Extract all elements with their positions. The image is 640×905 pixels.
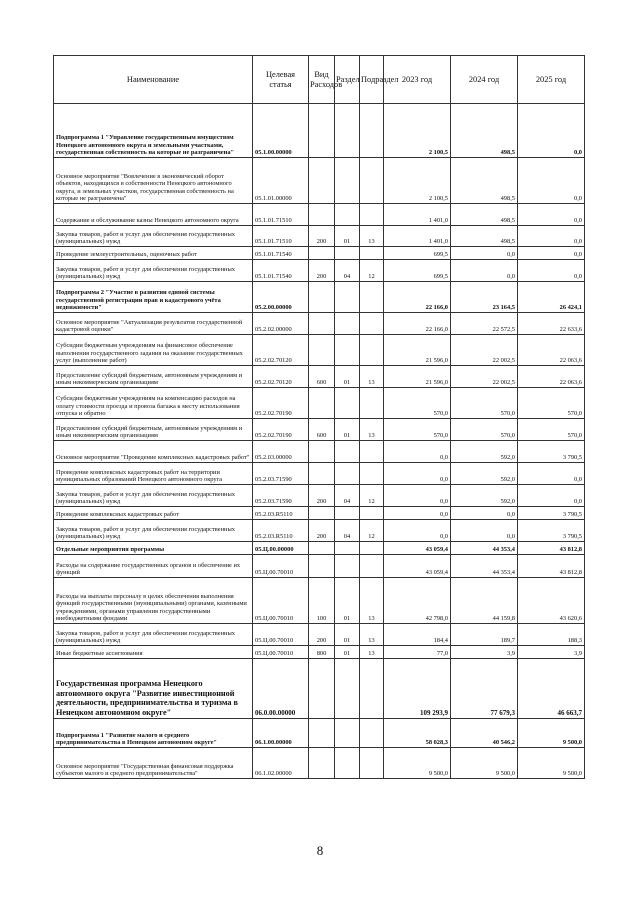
cell-subsection: [360, 335, 384, 366]
cell-2023: 699,5: [384, 247, 451, 260]
cell-2024: 0,0: [451, 247, 518, 260]
cell-2023: 0,0: [384, 441, 451, 463]
header-2025: 2025 год: [518, 56, 585, 104]
page-number: 8: [316, 843, 324, 858]
cell-2024: 44 159,8: [451, 578, 518, 624]
cell-subsection: [360, 104, 384, 158]
cell-name: Основное мероприятие "Актуализация результатов государственной кадастровой оценки": [54, 313, 253, 335]
cell-2023: 42 798,0: [384, 578, 451, 624]
header-subsection: Подраздел: [360, 56, 384, 104]
cell-expense-type: [309, 204, 335, 226]
cell-2024: 498,5: [451, 158, 518, 204]
cell-2023: 43 059,4: [384, 542, 451, 555]
cell-section: 01: [335, 624, 360, 646]
cell-expense-type: [309, 282, 335, 313]
cell-section: [335, 542, 360, 555]
cell-section: 01: [335, 226, 360, 247]
cell-name: Основное мероприятие "Вовлечение в экономический оборот объектов, находящихся в собственности Ненецкого автономного округа, и земельных участков, государственная собственность на которые не разграничена": [54, 158, 253, 204]
cell-2025: 22 633,6: [518, 313, 585, 335]
cell-2024: 498,5: [451, 204, 518, 226]
budget-table: [53, 55, 585, 779]
cell-subsection: [360, 748, 384, 779]
cell-subsection: 13: [360, 578, 384, 624]
cell-name: Основное мероприятие "Проведение комплексных кадастровых работ": [54, 441, 253, 463]
cell-expense-type: [309, 313, 335, 335]
cell-2023: 699,5: [384, 260, 451, 282]
cell-2023: 58 028,3: [384, 719, 451, 748]
header-target-article: Целевая статья: [253, 56, 309, 104]
table-row: [54, 260, 585, 282]
cell-subsection: 13: [360, 624, 384, 646]
cell-2025: 0,0: [518, 247, 585, 260]
cell-section: 04: [335, 485, 360, 507]
cell-2025: 0,0: [518, 104, 585, 158]
cell-2024: 0,0: [451, 507, 518, 520]
cell-expense-type: [309, 719, 335, 748]
cell-target-article: 05.Ц.00.00000: [253, 542, 309, 555]
cell-2023: 0,0: [384, 507, 451, 520]
cell-2023: 21 596,0: [384, 366, 451, 388]
table-row: [54, 226, 585, 247]
cell-target-article: 05.2.03.71590: [253, 485, 309, 507]
cell-name: Предоставление субсидий бюджетным, автономным учреждениям и иным некоммерческим организациям: [54, 366, 253, 388]
cell-expense-type: 600: [309, 366, 335, 388]
table-row: [54, 158, 585, 204]
cell-2024: 22 572,5: [451, 313, 518, 335]
header-row: [54, 56, 585, 104]
cell-target-article: 05.Ц.00.70010: [253, 578, 309, 624]
cell-2023: 21 596,0: [384, 335, 451, 366]
cell-expense-type: 100: [309, 578, 335, 624]
table-row: [54, 578, 585, 624]
table-row: [54, 659, 585, 719]
cell-name: Подпрограмма 1 "Развитие малого и среднего предпринимательства в Ненецком автономном округе": [54, 719, 253, 748]
cell-expense-type: [309, 542, 335, 555]
cell-target-article: 05.1.01.71540: [253, 260, 309, 282]
cell-name: Закупка товаров, работ и услуг для обеспечения государственных (муниципальных) нужд: [54, 520, 253, 542]
cell-2023: 1 401,0: [384, 226, 451, 247]
cell-section: [335, 659, 360, 719]
table-row: [54, 247, 585, 260]
cell-name: Отдельные мероприятия программы: [54, 542, 253, 555]
table-row: [54, 555, 585, 578]
table-row: [54, 335, 585, 366]
cell-subsection: [360, 158, 384, 204]
cell-expense-type: [309, 335, 335, 366]
cell-subsection: 12: [360, 485, 384, 507]
cell-subsection: [360, 659, 384, 719]
cell-name: Проведение комплексных кадастровых работ на территории муниципальных образований Ненецкого автономного округа: [54, 463, 253, 485]
cell-subsection: 13: [360, 646, 384, 659]
table-row: [54, 624, 585, 646]
cell-target-article: 05.2.03.R5110: [253, 507, 309, 520]
cell-2025: 0,0: [518, 485, 585, 507]
table-row: [54, 441, 585, 463]
table-row: [54, 204, 585, 226]
cell-name: Закупка товаров, работ и услуг для обеспечения государственных (муниципальных) нужд: [54, 485, 253, 507]
cell-target-article: 06.1.02.00000: [253, 748, 309, 779]
cell-target-article: 05.1.01.71510: [253, 204, 309, 226]
cell-subsection: [360, 542, 384, 555]
cell-name: Проведение комплексных кадастровых работ: [54, 507, 253, 520]
cell-2023: 1 401,0: [384, 204, 451, 226]
cell-2024: 0,0: [451, 260, 518, 282]
cell-name: Предоставление субсидий бюджетным, автономным учреждениям и иным некоммерческим организациям: [54, 419, 253, 441]
cell-2023: 0,0: [384, 520, 451, 542]
cell-expense-type: [309, 441, 335, 463]
table-row: [54, 388, 585, 419]
cell-target-article: 05.1.00.00000: [253, 104, 309, 158]
cell-section: [335, 313, 360, 335]
cell-subsection: [360, 555, 384, 578]
cell-2025: 0,0: [518, 260, 585, 282]
cell-target-article: 05.1.01.71510: [253, 226, 309, 247]
table-row: [54, 419, 585, 441]
cell-target-article: 05.Ц.00.70010: [253, 646, 309, 659]
cell-2024: 40 546,2: [451, 719, 518, 748]
cell-2023: 2 100,5: [384, 158, 451, 204]
table-row: [54, 485, 585, 507]
cell-2025: 0,0: [518, 463, 585, 485]
cell-2025: 3 790,5: [518, 507, 585, 520]
cell-section: [335, 507, 360, 520]
cell-expense-type: [309, 507, 335, 520]
cell-target-article: 05.2.02.00000: [253, 313, 309, 335]
cell-subsection: 13: [360, 366, 384, 388]
cell-2023: 22 166,0: [384, 282, 451, 313]
cell-expense-type: [309, 388, 335, 419]
cell-name: Расходы на выплаты персоналу в целях обеспечения выполнения функций государственными (муниципальными) органами, казенными учреждениями, органами управления государственными внебюджетными фондами: [54, 578, 253, 624]
cell-target-article: 05.2.03.00000: [253, 441, 309, 463]
cell-target-article: 05.Ц.00.70010: [253, 555, 309, 578]
cell-2025: 46 663,7: [518, 659, 585, 719]
cell-expense-type: 200: [309, 226, 335, 247]
table-row: [54, 507, 585, 520]
cell-2025: 3 790,5: [518, 441, 585, 463]
cell-2024: 592,0: [451, 441, 518, 463]
cell-expense-type: [309, 158, 335, 204]
cell-expense-type: [309, 104, 335, 158]
cell-target-article: 05.Ц.00.70010: [253, 624, 309, 646]
cell-target-article: 05.2.03.R5110: [253, 520, 309, 542]
cell-2025: 26 424,1: [518, 282, 585, 313]
cell-subsection: [360, 313, 384, 335]
cell-expense-type: 200: [309, 485, 335, 507]
cell-2024: 189,7: [451, 624, 518, 646]
cell-section: 04: [335, 260, 360, 282]
cell-target-article: 05.2.02.70190: [253, 388, 309, 419]
cell-name: Закупка товаров, работ и услуг для обеспечения государственных (муниципальных) нужд: [54, 624, 253, 646]
cell-2024: 3,9: [451, 646, 518, 659]
cell-subsection: 13: [360, 226, 384, 247]
cell-2025: 0,0: [518, 204, 585, 226]
cell-2025: 570,0: [518, 419, 585, 441]
cell-2023: 77,0: [384, 646, 451, 659]
cell-2023: 109 293,9: [384, 659, 451, 719]
cell-2024: 498,5: [451, 226, 518, 247]
cell-target-article: 06.1.00.00000: [253, 719, 309, 748]
cell-2025: 0,0: [518, 158, 585, 204]
cell-2024: 22 002,5: [451, 335, 518, 366]
cell-section: [335, 247, 360, 260]
cell-section: [335, 555, 360, 578]
cell-name: Государственная программа Ненецкого автономного округа "Развитие инвестиционной деятельности, предпринимательства и туризма в Ненецком автономном округе": [54, 659, 253, 719]
cell-2023: 570,0: [384, 388, 451, 419]
cell-section: [335, 104, 360, 158]
cell-name: Подпрограмма 1 "Управление государственным имуществом Ненецкого автономного округа и земельными участками, государственная собственность на которые не разграничена": [54, 104, 253, 158]
cell-2023: 43 059,4: [384, 555, 451, 578]
header-expense-type: Вид Расходов: [309, 56, 335, 104]
header-section: Раздел: [335, 56, 360, 104]
cell-expense-type: [309, 748, 335, 779]
cell-section: 01: [335, 366, 360, 388]
cell-target-article: 05.2.02.70190: [253, 419, 309, 441]
cell-subsection: [360, 247, 384, 260]
cell-name: Иные бюджетные ассигнования: [54, 646, 253, 659]
header-2024: 2024 год: [451, 56, 518, 104]
cell-2024: 9 500,0: [451, 748, 518, 779]
cell-2024: 592,0: [451, 485, 518, 507]
cell-target-article: 05.2.03.71590: [253, 463, 309, 485]
cell-2024: 592,0: [451, 463, 518, 485]
cell-2023: 184,4: [384, 624, 451, 646]
cell-2024: 22 002,5: [451, 366, 518, 388]
cell-subsection: [360, 441, 384, 463]
cell-expense-type: 600: [309, 419, 335, 441]
cell-2024: 570,0: [451, 419, 518, 441]
header-name: Наименование: [54, 56, 253, 104]
cell-expense-type: [309, 463, 335, 485]
table-row: [54, 104, 585, 158]
table-body: [54, 104, 585, 779]
table-row: [54, 366, 585, 388]
cell-2024: 77 679,3: [451, 659, 518, 719]
table-row: [54, 282, 585, 313]
cell-subsection: 12: [360, 260, 384, 282]
cell-2025: 570,0: [518, 388, 585, 419]
cell-name: Расходы на содержание государственных органов и обеспечение их функций: [54, 555, 253, 578]
cell-2024: 498,5: [451, 104, 518, 158]
cell-2023: 22 166,0: [384, 313, 451, 335]
cell-name: Закупка товаров, работ и услуг для обеспечения государственных (муниципальных) нужд: [54, 260, 253, 282]
table-row: [54, 313, 585, 335]
cell-target-article: 05.1.01.00000: [253, 158, 309, 204]
cell-section: [335, 204, 360, 226]
cell-expense-type: 200: [309, 260, 335, 282]
cell-2025: 43 812,8: [518, 542, 585, 555]
cell-section: [335, 335, 360, 366]
cell-2025: 9 500,0: [518, 719, 585, 748]
cell-expense-type: 200: [309, 624, 335, 646]
cell-2025: 3,9: [518, 646, 585, 659]
cell-subsection: [360, 282, 384, 313]
cell-2025: 0,0: [518, 226, 585, 247]
cell-subsection: [360, 507, 384, 520]
cell-expense-type: [309, 555, 335, 578]
cell-2024: 44 353,4: [451, 555, 518, 578]
cell-2025: 43 620,6: [518, 578, 585, 624]
cell-name: Подпрограмма 2 "Участие в развитии единой системы государственной регистрации прав и кадастрового учёта недвижимости": [54, 282, 253, 313]
cell-name: Субсидии бюджетным учреждениям на компенсацию расходов на оплату стоимости проезда и провоза багажа к месту использования отпуска и обратно: [54, 388, 253, 419]
table-row: [54, 748, 585, 779]
cell-2025: 188,3: [518, 624, 585, 646]
cell-expense-type: [309, 247, 335, 260]
table-row: [54, 520, 585, 542]
cell-target-article: 05.1.01.71540: [253, 247, 309, 260]
cell-2025: 22 063,6: [518, 335, 585, 366]
cell-2024: 0,0: [451, 520, 518, 542]
cell-name: Основное мероприятие "Государственная финансовая поддержка субъектов малого и среднего предпринимательства": [54, 748, 253, 779]
cell-section: 01: [335, 646, 360, 659]
cell-2025: 43 812,8: [518, 555, 585, 578]
cell-section: [335, 748, 360, 779]
cell-section: [335, 388, 360, 419]
cell-2023: 0,0: [384, 463, 451, 485]
cell-2025: 22 063,6: [518, 366, 585, 388]
cell-name: Субсидии бюджетным учреждениям на финансовое обеспечение выполнения государственного задания на оказание государственных услуг (выполнение работ): [54, 335, 253, 366]
table-row: [54, 719, 585, 748]
cell-subsection: [360, 719, 384, 748]
cell-2023: 570,0: [384, 419, 451, 441]
cell-section: 01: [335, 419, 360, 441]
cell-name: Содержание и обслуживание казны Ненецкого автономного округа: [54, 204, 253, 226]
cell-target-article: 05.2.00.00000: [253, 282, 309, 313]
table-row: [54, 542, 585, 555]
cell-section: [335, 441, 360, 463]
cell-section: [335, 463, 360, 485]
cell-section: [335, 282, 360, 313]
cell-2025: 9 500,0: [518, 748, 585, 779]
table-row: [54, 646, 585, 659]
cell-target-article: 05.2.02.70120: [253, 335, 309, 366]
cell-subsection: 12: [360, 520, 384, 542]
header-2023: 2023 год: [384, 56, 451, 104]
cell-subsection: 13: [360, 419, 384, 441]
cell-subsection: [360, 388, 384, 419]
cell-2024: 23 164,5: [451, 282, 518, 313]
cell-2024: 570,0: [451, 388, 518, 419]
cell-name: Закупка товаров, работ и услуг для обеспечения государственных (муниципальных) нужд: [54, 226, 253, 247]
cell-section: 04: [335, 520, 360, 542]
cell-2023: 9 500,0: [384, 748, 451, 779]
cell-expense-type: 200: [309, 520, 335, 542]
cell-2025: 3 790,5: [518, 520, 585, 542]
cell-2024: 44 353,4: [451, 542, 518, 555]
cell-subsection: [360, 204, 384, 226]
cell-section: 01: [335, 578, 360, 624]
cell-name: Проведение землеустроительных, оценочных работ: [54, 247, 253, 260]
cell-section: [335, 719, 360, 748]
cell-subsection: [360, 463, 384, 485]
cell-expense-type: 800: [309, 646, 335, 659]
cell-2023: 2 100,5: [384, 104, 451, 158]
cell-target-article: 05.2.02.70120: [253, 366, 309, 388]
table-row: [54, 463, 585, 485]
cell-expense-type: [309, 659, 335, 719]
cell-section: [335, 158, 360, 204]
cell-target-article: 06.0.00.00000: [253, 659, 309, 719]
cell-2023: 0,0: [384, 485, 451, 507]
